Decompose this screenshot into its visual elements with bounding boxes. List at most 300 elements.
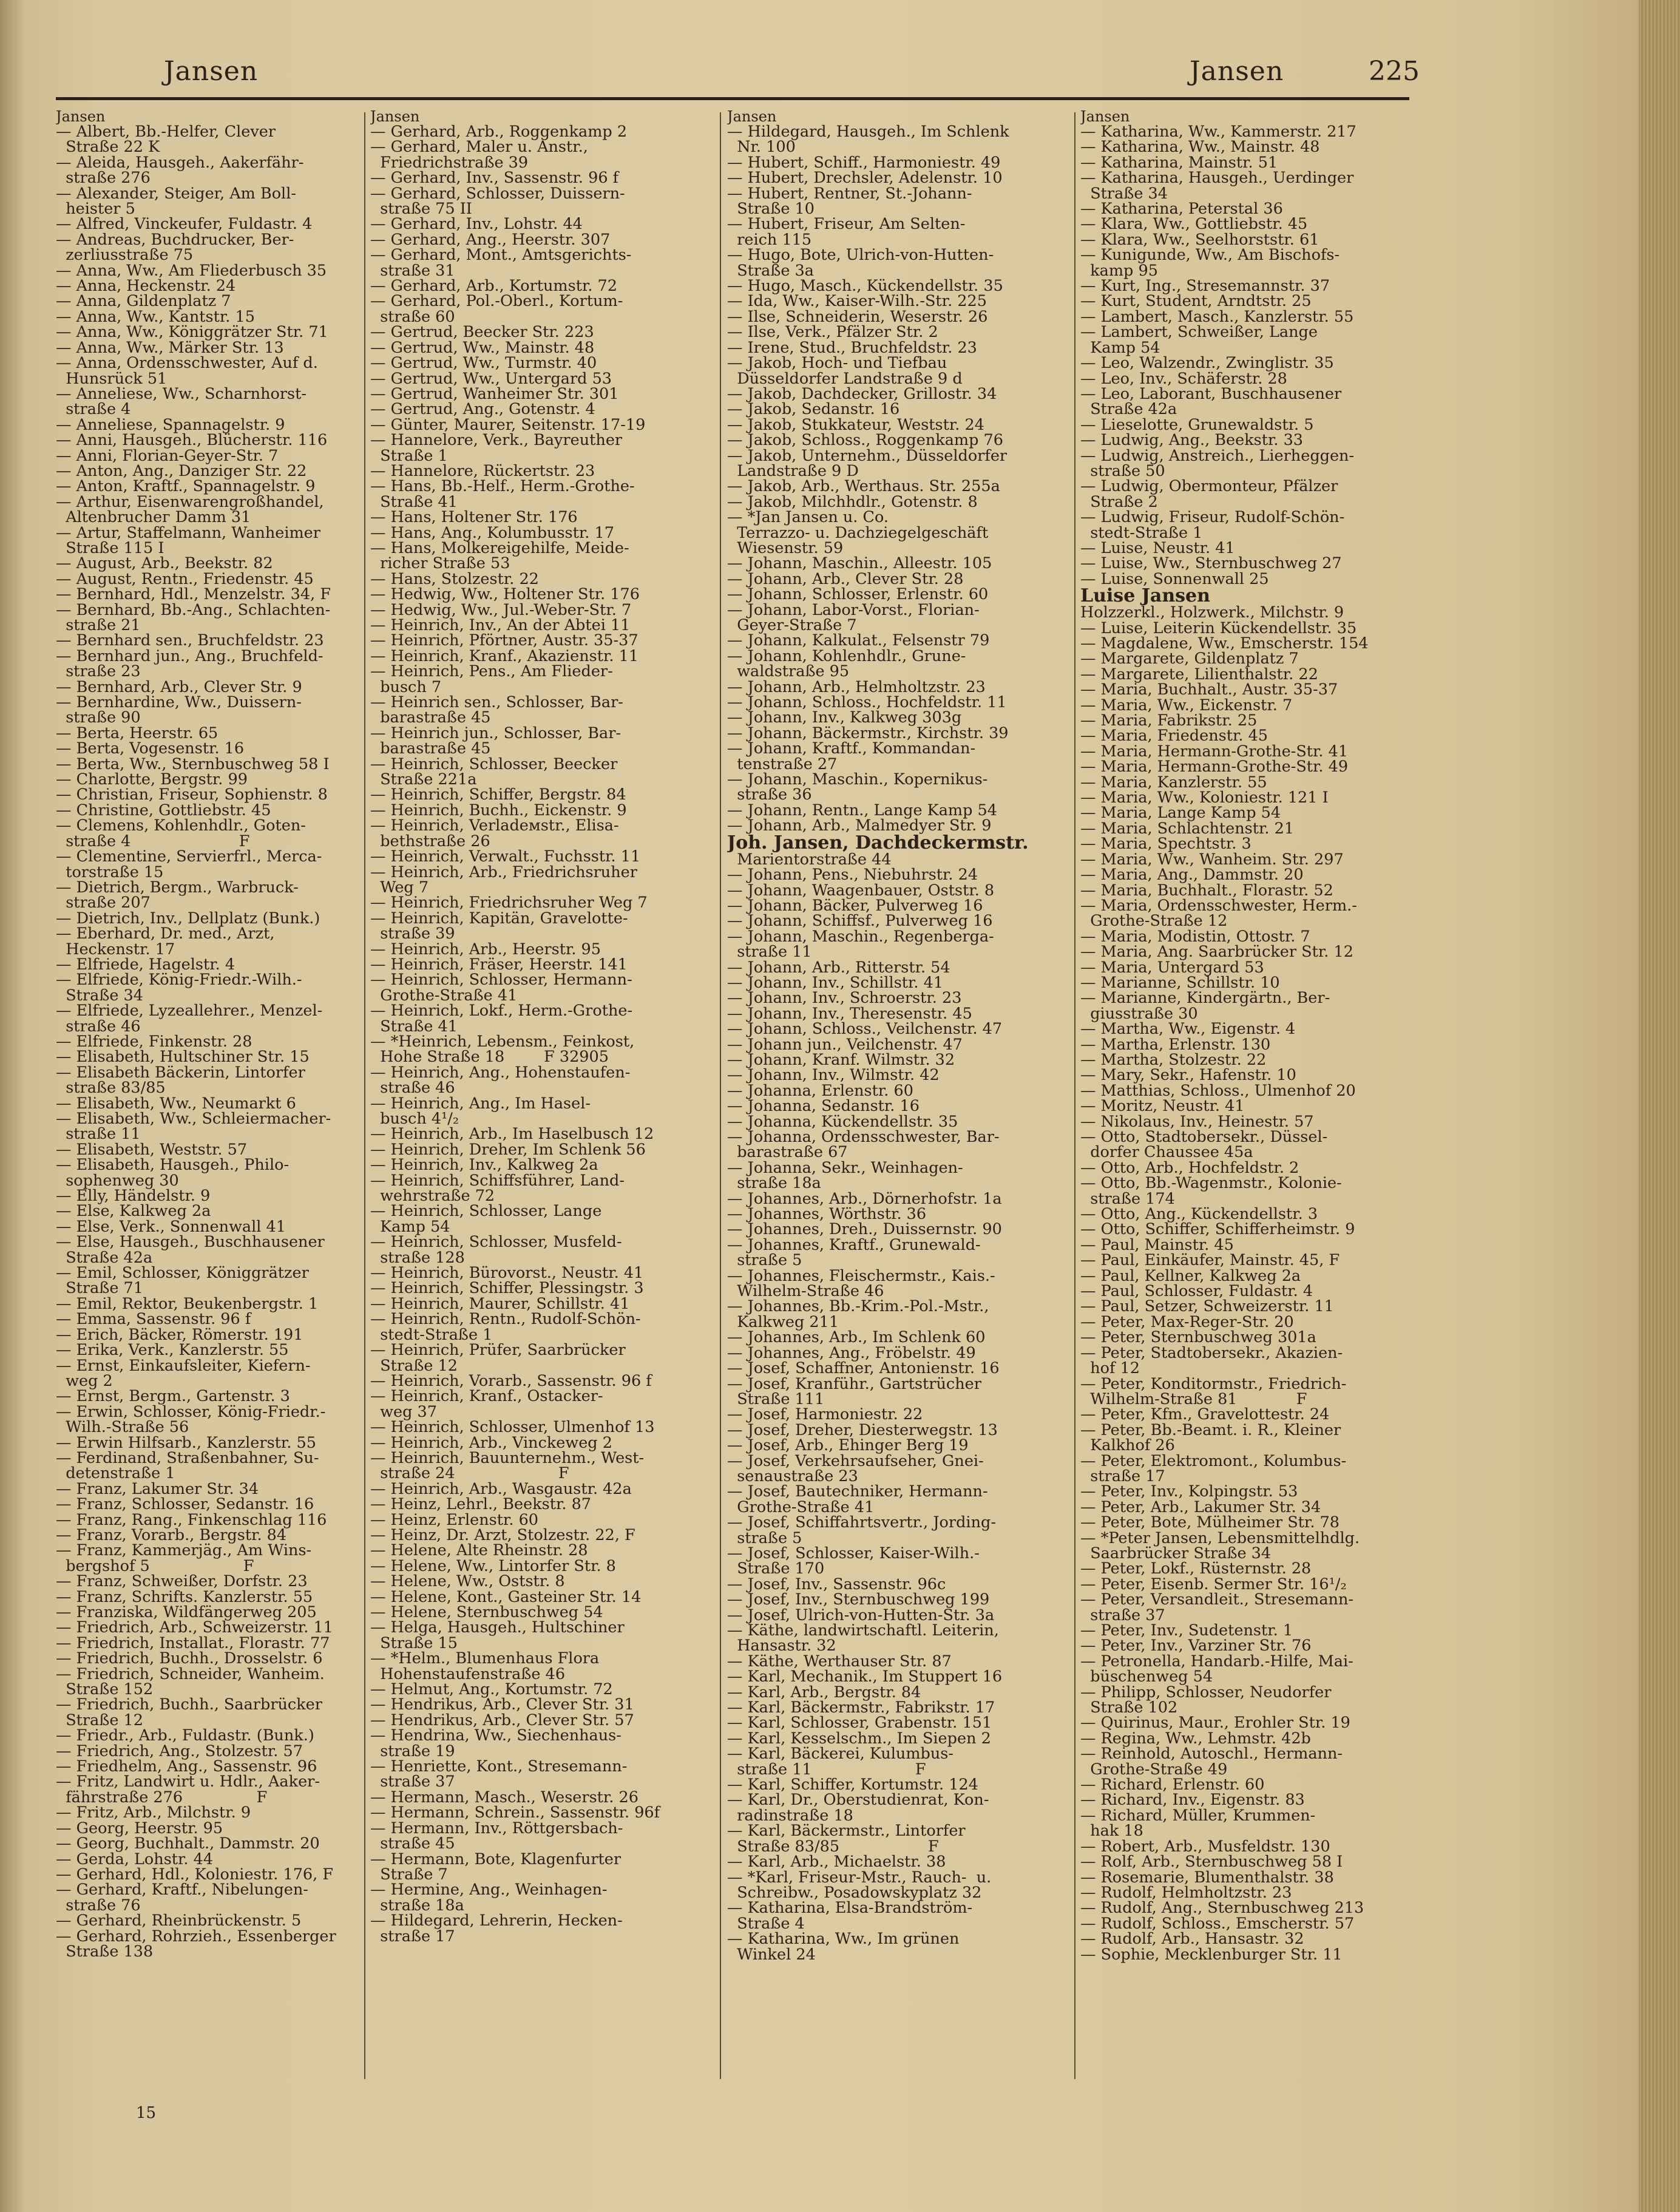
directory-entry-line: — Heinrich, Schlosser, Lange	[370, 1202, 602, 1221]
directory-entry-line: — Gerhard, Maler u. Anstr.,	[370, 138, 588, 157]
directory-entry-line: — Heinrich, Bürovorst., Neustr. 41	[370, 1264, 644, 1283]
directory-entry-line: Straße 4	[727, 1914, 805, 1933]
directory-entry-line: — Margarete, Lilienthalstr. 22	[1080, 665, 1318, 684]
directory-entry-line: — Maria, Lange Kamp 54	[1080, 804, 1281, 823]
directory-entry-line: straße 276	[56, 169, 151, 188]
directory-entry-line: — Heinz, Dr. Arzt, Stolzestr. 22, F	[370, 1525, 635, 1544]
directory-entry-line: Nr. 100	[727, 138, 796, 157]
directory-entry-line: — Jakob, Dachdecker, Grillostr. 34	[727, 384, 997, 403]
directory-entry-line: — *Peter Jansen, Lebensmittelhdlg.	[1080, 1528, 1360, 1547]
directory-entry-line: — Friedrich, Arb., Schweizerstr. 11	[56, 1618, 333, 1637]
directory-entry-line: — Gerhard, Arb., Roggenkamp 2	[370, 123, 628, 141]
directory-entry-line: — Helene, Ww., Oststr. 8	[370, 1572, 565, 1591]
directory-entry-line: Wilhelm-Straße 81 F	[1080, 1389, 1307, 1408]
directory-entry-line: — Heinrich, Lokf., Herm.-Grothe-	[370, 1002, 633, 1020]
directory-entry-line: — Johannes, Bb.-Krim.-Pol.-Mstr.,	[727, 1297, 989, 1316]
directory-entry-line: — August, Rentn., Friedenstr. 45	[56, 569, 314, 588]
directory-entry-line: busch 7	[370, 677, 442, 696]
directory-entry-line: — Johannes, Arb., Dörnerhofstr. 1a	[727, 1189, 1002, 1208]
directory-entry-line: — Richard, Erlenstr. 60	[1080, 1776, 1265, 1794]
directory-entry-line: — Leo, Inv., Schäferstr. 28	[1080, 369, 1287, 388]
directory-entry-line: Straße 7	[370, 1865, 448, 1884]
directory-entry-line: Grothe-Straße 49	[1080, 1760, 1228, 1779]
directory-entry-line: — Gertrud, Ang., Gotenstr. 4	[370, 400, 595, 419]
directory-entry-line: — Maria, Ww., Koloniestr. 121 I	[1080, 789, 1329, 807]
directory-entry-line: — Jakob, Unternehm., Düsseldorfer	[727, 446, 1008, 465]
directory-entry-line: — *Jan Jansen u. Co.	[727, 508, 889, 527]
directory-entry-line: — Rolf, Arb., Sternbuschweg 58 I	[1080, 1853, 1343, 1871]
directory-entry-line: Straße 138	[56, 1942, 154, 1961]
directory-entry-line: — Gerda, Lohstr. 44	[56, 1850, 214, 1868]
directory-entry-line: Wilh.-Straße 56	[56, 1418, 189, 1437]
directory-entry-line: — Heinrich, Kranf., Akazienstr. 11	[370, 646, 639, 665]
directory-entry-line: straße 4 F	[56, 832, 250, 850]
directory-entry-line: — Martha, Ww., Eigenstr. 4	[1080, 1020, 1296, 1039]
column-divider	[364, 112, 365, 2079]
directory-entry-line: — Karl, Kesselschm., Im Siepen 2	[727, 1729, 991, 1748]
directory-entry-line: — Maria, Buchhalt., Florastr. 52	[1080, 881, 1333, 900]
directory-entry-line: Straße 170	[727, 1559, 825, 1578]
directory-entry-line: — Josef, Verkehrsaufseher, Gnei-	[727, 1451, 984, 1470]
directory-entry-line: — Gerhard, Hdl., Koloniestr. 176, F	[56, 1865, 334, 1884]
directory-entry-line: — Maria, Kanzlerstr. 55	[1080, 773, 1267, 792]
directory-entry-line: Straße 71	[56, 1279, 143, 1298]
directory-entry-line: — Johann, Schloss., Veilchenstr. 47	[727, 1020, 1003, 1039]
directory-entry-line: — Hermann, Inv., Röttgersbach-	[370, 1819, 623, 1837]
directory-entry-line: — Gerhard, Rheinbrückenstr. 5	[56, 1912, 302, 1930]
directory-entry-line: — Josef, Schlosser, Kaiser-Wilh.-	[727, 1544, 980, 1562]
directory-entry-line: Hansastr. 32	[727, 1637, 836, 1655]
directory-entry-line: straße 11	[727, 943, 812, 962]
directory-entry-line: — Hans, Ang., Kolumbusstr. 17	[370, 523, 614, 542]
directory-entry-line: — Dietrich, Bergm., Warbruck-	[56, 878, 299, 897]
directory-entry-line: — Karl, Arb., Michaelstr. 38	[727, 1853, 946, 1871]
directory-entry-line: — Karl, Schlosser, Grabenstr. 151	[727, 1714, 992, 1732]
directory-entry-line: — Clementine, Servierfrl., Merca-	[56, 847, 322, 866]
directory-entry-line: — Josef, Kranführ., Gartstrücher	[727, 1374, 981, 1393]
directory-entry-line: — Gerhard, Inv., Sassenstr. 96 f	[370, 169, 619, 188]
directory-entry-line: straße 17	[1080, 1467, 1165, 1485]
directory-entry-line: — Heinz, Erlenstr. 60	[370, 1510, 539, 1529]
directory-entry-line: — Else, Hausgeh., Buschhausener	[56, 1233, 325, 1252]
directory-entry-line: — Johann, Rentn., Lange Kamp 54	[727, 801, 997, 819]
directory-entry-line: — Johann, Inv., Theresenstr. 45	[727, 1004, 972, 1023]
directory-entry-line: — Heinrich, Maurer, Schillstr. 41	[370, 1294, 630, 1313]
directory-entry-line: — Erich, Bäcker, Römerstr. 191	[56, 1325, 303, 1344]
directory-entry-line: — Magdalene, Ww., Emscherstr. 154	[1080, 634, 1369, 653]
directory-entry-line: — Otto, Ang., Kückendellstr. 3	[1080, 1205, 1318, 1224]
directory-entry-line: — Rudolf, Schloss., Emscherstr. 57	[1080, 1914, 1355, 1933]
directory-entry-line: — Ilse, Schneiderin, Weserstr. 26	[727, 307, 988, 326]
directory-entry-line: — Helene, Ww., Lintorfer Str. 8	[370, 1556, 616, 1575]
page-header	[0, 0, 1639, 97]
directory-entry-line: — Karl, Dr., Oberstudienrat, Kon-	[727, 1791, 989, 1810]
directory-entry-line: — Heinz, Lehrl., Beekstr. 87	[370, 1495, 592, 1514]
directory-entry-line: — Johann, Maschin., Alleestr. 105	[727, 554, 992, 573]
directory-entry-line: — Mary, Sekr., Hafenstr. 10	[1080, 1066, 1296, 1085]
directory-entry-line: — Hendrikus, Arb., Clever Str. 57	[370, 1711, 634, 1729]
directory-entry-line: — Paul, Mainstr. 45	[1080, 1235, 1234, 1254]
directory-entry-line: — Heinrich, Inv., Kalkweg 2a	[370, 1156, 598, 1175]
directory-entry-line: reich 115	[727, 230, 812, 249]
directory-entry-line: — Johann, Bäckermstr., Kirchstr. 39	[727, 724, 1009, 742]
directory-entry-line: — Maria, Ww., Wanheim. Str. 297	[1080, 850, 1344, 869]
directory-entry-line: — Gertrud, Ww., Turmstr. 40	[370, 354, 597, 373]
directory-entry-line: radinstraße 18	[727, 1806, 853, 1825]
directory-entry-line: — Friedrich, Buchh., Saarbrücker	[56, 1695, 322, 1714]
directory-entry-line: — Paul, Kellner, Kalkweg 2a	[1080, 1266, 1301, 1285]
directory-entry-line: — Anneliese, Spannagelstr. 9	[56, 415, 285, 434]
directory-entry-line: Kamp 54	[1080, 338, 1160, 357]
directory-entry-line: — Else, Verk., Sonnenwall 41	[56, 1217, 286, 1236]
directory-entry-line: busch 4¹/₂	[370, 1110, 459, 1128]
directory-entry-line: Kalkhof 26	[1080, 1436, 1175, 1455]
directory-entry-line: Wiesenstr. 59	[727, 538, 844, 557]
directory-entry-line: — Kunigunde, Ww., Am Bischofs-	[1080, 246, 1340, 265]
directory-entry-line: Hohenstaufenstraße 46	[370, 1664, 566, 1683]
column-heading: Jansen	[1080, 109, 1130, 125]
directory-entry-line: — Peter, Inv., Kolpingstr. 53	[1080, 1482, 1298, 1501]
directory-entry-line: straße 207	[56, 894, 151, 912]
directory-entry-line: Schreibw., Posadowskyplatz 32	[727, 1883, 982, 1902]
directory-entry-line: straße 46	[370, 1079, 455, 1098]
directory-entry-line: — Hermann, Schrein., Sassenstr. 96f	[370, 1803, 660, 1822]
directory-entry-line: — Marianne, Schillstr. 10	[1080, 973, 1280, 992]
directory-entry-line: — Katharina, Ww., Im grünen	[727, 1930, 960, 1949]
directory-entry-line: — Maria, Modistin, Ottostr. 7	[1080, 927, 1310, 946]
directory-entry-line: — Elisabeth, Ww., Schleiermacher-	[56, 1110, 331, 1128]
directory-entry-line: — Peter, Sternbuschweg 301a	[1080, 1328, 1316, 1347]
directory-entry-line: Straße 41	[370, 1017, 458, 1036]
directory-entry-line: — Hugo, Masch., Kückendellstr. 35	[727, 277, 1003, 296]
directory-entry-line: — Käthe, Werthauser Str. 87	[727, 1652, 952, 1671]
directory-entry-line: — *Karl, Friseur-Mstr., Rauch- u.	[727, 1868, 992, 1887]
directory-entry-line: zerliusstraße 75	[56, 246, 194, 265]
directory-entry-line: — Paul, Setzer, Schweizerstr. 11	[1080, 1297, 1334, 1316]
directory-entry-line: — Elfriede, König-Friedr.-Wilh.-	[56, 971, 302, 989]
directory-entry-line: — Alfred, Vinckeufer, Fuldastr. 4	[56, 215, 313, 234]
directory-entry-line: — Elly, Händelstr. 9	[56, 1187, 211, 1206]
directory-entry-line: — Bernhard, Hdl., Menzelstr. 34, F	[56, 585, 331, 604]
directory-entry-line: — Jakob, Sedanstr. 16	[727, 400, 900, 419]
directory-entry-line: — Quirinus, Maur., Erohler Str. 19	[1080, 1714, 1350, 1732]
directory-entry-line: — Heinrich, Inv., An der Abtei 11	[370, 616, 631, 634]
directory-entry-line: — Peter, Stadtobersekr., Akazien-	[1080, 1343, 1343, 1362]
directory-entry-line: — Robert, Arb., Musfeldstr. 130	[1080, 1837, 1330, 1856]
directory-entry-line: — Leo, Walzendr., Zwinglistr. 35	[1080, 354, 1334, 373]
directory-entry-line: — Johann, Inv., Kalkweg 303g	[727, 708, 962, 727]
column-2	[370, 109, 710, 2100]
directory-entry-line: — Maria, Ang., Dammstr. 20	[1080, 866, 1304, 884]
directory-entry-line: — Nikolaus, Inv., Heinestr. 57	[1080, 1112, 1314, 1131]
column-heading: Jansen	[370, 109, 420, 125]
directory-entry-line: — Jakob, Schloss., Roggenkamp 76	[727, 431, 1003, 450]
directory-entry-line: — Ilse, Verk., Pfälzer Str. 2	[727, 323, 938, 342]
directory-entry-line: Straße 12	[370, 1356, 458, 1375]
directory-entry-line: — Johanna, Erlenstr. 60	[727, 1081, 913, 1100]
directory-entry-line: — Gertrud, Beecker Str. 223	[370, 323, 594, 342]
directory-entry-line: — Elisabeth, Weststr. 57	[56, 1140, 248, 1159]
directory-entry-line: — Anna, Ww., Kantstr. 15	[56, 307, 255, 326]
directory-entry-line: — Karl, Bäckerei, Kulumbus-	[727, 1745, 953, 1763]
directory-entry-line: — Helene, Alte Rheinstr. 28	[370, 1541, 588, 1560]
directory-entry-line: — Ernst, Einkaufsleiter, Kiefern-	[56, 1356, 311, 1375]
directory-entry-line: barastraße 67	[727, 1143, 848, 1162]
directory-entry-line: — Anna, Ww., Märker Str. 13	[56, 338, 284, 357]
directory-entry-line: — Heinrich, Arb., Friedrichsruher	[370, 863, 637, 881]
directory-entry-line: — Hannelore, Verk., Bayreuther	[370, 431, 623, 450]
directory-entry-line: — Helene, Kont., Gasteiner Str. 14	[370, 1587, 642, 1606]
directory-entry-line: — Aleida, Hausgeh., Aakerfähr-	[56, 153, 304, 172]
directory-entry-line: — Hendrikus, Arb., Clever Str. 31	[370, 1695, 634, 1714]
directory-entry-line: torstraße 15	[56, 863, 164, 881]
directory-entry-line: — Dietrich, Inv., Dellplatz (Bunk.)	[56, 909, 320, 928]
directory-entry-line: Straße 115 I	[56, 538, 164, 557]
directory-entry-line: — Gertrud, Ww., Untergard 53	[370, 369, 612, 388]
directory-entry-line: Geyer-Straße 7	[727, 616, 857, 634]
directory-entry-line: straße 4	[56, 400, 131, 419]
directory-entry-line: — Moritz, Neustr. 41	[1080, 1097, 1245, 1116]
directory-entry-line: — Berta, Ww., Sternbuschweg 58 I	[56, 755, 330, 773]
directory-entry-line: straße 23	[56, 662, 141, 681]
directory-entry-line: — Petronella, Handarb.-Hilfe, Mai-	[1080, 1652, 1353, 1671]
directory-entry-line: — Luise, Neustr. 41	[1080, 538, 1235, 557]
directory-entry-line: — Bernhard sen., Bruchfeldstr. 23	[56, 631, 324, 650]
directory-entry-line: Straße 3a	[727, 261, 814, 280]
directory-entry-line: — Karl, Bäckermstr., Fabrikstr. 17	[727, 1698, 995, 1717]
directory-entry-line: — Peter, Eisenb. Sermer Str. 16¹/₂	[1080, 1575, 1347, 1593]
directory-entry-line: — Johann, Inv., Schillstr. 41	[727, 973, 944, 992]
directory-entry-line: straße 37	[1080, 1606, 1165, 1624]
directory-entry-line: Straße 83/85 F	[727, 1837, 939, 1856]
directory-entry-line: Wilhelm-Straße 46	[727, 1282, 884, 1301]
directory-entry-line: — Maria, Ordensschwester, Herm.-	[1080, 896, 1357, 915]
directory-entry-line: — Heinrich sen., Schlosser, Bar-	[370, 693, 623, 712]
directory-entry-line: — Kurt, Student, Arndtstr. 25	[1080, 292, 1312, 311]
directory-entry-line: — Bernhard, Arb., Clever Str. 9	[56, 677, 302, 696]
directory-entry-line: — Friedrich, Schneider, Wanheim.	[56, 1664, 325, 1683]
directory-entry-line: Grothe-Straße 41	[727, 1498, 875, 1516]
directory-entry-line: — Maria, Schlachtenstr. 21	[1080, 819, 1295, 838]
directory-entry-line: Straße 1	[370, 446, 448, 465]
directory-entry-line: — Friedrich, Installat., Florastr. 77	[56, 1634, 330, 1652]
directory-entry-line: — Josef, Ulrich-von-Hutten-Str. 3a	[727, 1606, 995, 1624]
directory-entry-line: straße 18a	[370, 1896, 464, 1915]
directory-entry-line: — Maria, Untergard 53	[1080, 958, 1264, 977]
directory-entry-line: — Johann, Arb., Helmholtzstr. 23	[727, 677, 986, 696]
directory-entry-line: — Johann, Arb., Malmedyer Str. 9	[727, 816, 992, 835]
directory-entry-line: Straße 102	[1080, 1698, 1178, 1717]
directory-entry-line: — Heinrich, Kapitän, Gravelotte-	[370, 909, 628, 928]
directory-entry-line: Hunsrück 51	[56, 369, 168, 388]
directory-entry-line: — Heinrich, Vorarb., Sassenstr. 96 f	[370, 1371, 652, 1390]
directory-entry-line: — Hubert, Schiff., Harmoniestr. 49	[727, 153, 1001, 172]
directory-entry-line: — Fritz, Arb., Milchstr. 9	[56, 1803, 251, 1822]
directory-entry-line: — Eberhard, Dr. med., Arzt,	[56, 924, 275, 943]
directory-entry-line: — Katharina, Hausgeh., Uerdinger	[1080, 169, 1354, 188]
directory-entry-line: — Heinrich, Arb., Im Haselbusch 12	[370, 1125, 654, 1144]
directory-entry-line: Straße 42a	[56, 1248, 153, 1267]
directory-entry-line: — Peter, Konditormstr., Friedrich-	[1080, 1374, 1347, 1393]
directory-entry-line: Düsseldorfer Landstraße 9 d	[727, 369, 963, 388]
directory-entry-line: — Karl, Arb., Bergstr. 84	[727, 1683, 921, 1701]
directory-entry-line: — Hans, Molkereigehilfe, Meide-	[370, 538, 629, 557]
directory-entry-line: hof 12	[1080, 1359, 1140, 1378]
directory-entry-line: — Peter, Inv., Varziner Str. 76	[1080, 1637, 1312, 1655]
directory-entry-line: — Irene, Stud., Bruchfeldstr. 23	[727, 338, 977, 357]
directory-entry-line: — Hermine, Ang., Weinhagen-	[370, 1881, 608, 1899]
directory-entry-line: — Friedhelm, Ang., Sassenstr. 96	[56, 1757, 317, 1776]
directory-entry-line: straße 18a	[727, 1174, 821, 1193]
directory-entry-line: — Hildegard, Lehrerin, Hecken-	[370, 1912, 623, 1930]
directory-entry-line: — Gertrud, Ww., Mainstr. 48	[370, 338, 595, 357]
directory-entry-line: — Josef, Inv., Sassenstr. 96c	[727, 1575, 946, 1593]
directory-entry-line: — Heinrich, Prüfer, Saarbrücker	[370, 1341, 626, 1360]
directory-entry-line: — Paul, Schlosser, Fuldastr. 4	[1080, 1282, 1313, 1301]
directory-entry-line: giusstraße 30	[1080, 1004, 1198, 1023]
directory-entry-line: — Johanna, Sekr., Weinhagen-	[727, 1158, 963, 1177]
directory-entry-line: detenstraße 1	[56, 1464, 175, 1483]
directory-entry-line: — Anna, Ordensschwester, Auf d.	[56, 354, 318, 373]
directory-entry-line: straße 90	[56, 708, 141, 727]
directory-entry-line: — Franziska, Wildfängerweg 205	[56, 1603, 317, 1621]
directory-entry-line: heister 5	[56, 200, 135, 219]
directory-entry-line: — Anna, Gildenplatz 7	[56, 292, 231, 311]
directory-entry-line: — Heinrich, Pförtner, Austr. 35-37	[370, 631, 638, 650]
directory-entry-line: Straße 34	[56, 986, 143, 1005]
directory-entry-line: — Bernhardine, Ww., Duissern-	[56, 693, 302, 712]
directory-entry-line: — Johannes, Wörthstr. 36	[727, 1205, 927, 1224]
directory-entry-line: — Anneliese, Ww., Scharnhorst-	[56, 384, 307, 403]
directory-entry-line: straße 45	[370, 1834, 455, 1853]
directory-entry-line: — Hans, Bb.-Helf., Herm.-Grothe-	[370, 477, 635, 496]
directory-entry-line: Straße 10	[727, 200, 815, 219]
page-number: 225	[1369, 56, 1420, 87]
directory-entry-line: — Maria, Ang. Saarbrücker Str. 12	[1080, 943, 1353, 962]
directory-entry-line: — Otto, Schiffer, Schifferheimstr. 9	[1080, 1220, 1355, 1239]
directory-entry-line: fährstraße 276 F	[56, 1788, 268, 1807]
directory-entry-line: — Johann, Kohlenhdlr., Grune-	[727, 646, 966, 665]
directory-entry-line: — Peter, Elektromont., Kolumbus-	[1080, 1451, 1347, 1470]
directory-entry-line: — Johann, Schloss., Hochfeldstr. 11	[727, 693, 1007, 712]
directory-entry-line: — Luise, Ww., Sternbuschweg 27	[1080, 554, 1342, 573]
column-divider	[720, 112, 721, 2079]
directory-entry-line: Holzzerkl., Holzwerk., Milchstr. 9	[1080, 603, 1344, 622]
directory-entry-line: straße 83/85	[56, 1079, 166, 1098]
directory-entry-line: — Richard, Inv., Eigenstr. 83	[1080, 1791, 1305, 1810]
directory-entry-line: — *Helm., Blumenhaus Flora	[370, 1649, 600, 1668]
directory-entry-line: — Hermann, Masch., Weserstr. 26	[370, 1788, 638, 1807]
directory-entry-line: — Gertrud, Wanheimer Str. 301	[370, 384, 619, 403]
directory-entry-line: — Günter, Maurer, Seitenstr. 17-19	[370, 415, 646, 434]
directory-entry-line: tenstraße 27	[727, 755, 838, 773]
directory-entry-line: — Martha, Stolzestr. 22	[1080, 1050, 1267, 1069]
directory-entry-line: Heckenstr. 17	[56, 940, 175, 958]
directory-entry-line: — Elfriede, Hagelstr. 4	[56, 955, 235, 974]
directory-entry-line: — Elisabeth, Ww., Neumarkt 6	[56, 1094, 296, 1113]
directory-entry-line: — Gerhard, Ang., Heerstr. 307	[370, 230, 611, 249]
directory-entry-line: — Helga, Hausgeh., Hultschiner	[370, 1618, 625, 1637]
directory-entry-line: — Franz, Kammerjäg., Am Wins-	[56, 1541, 312, 1560]
directory-entry-line: straße 36	[727, 785, 812, 804]
column-heading: Jansen	[56, 109, 106, 125]
directory-entry-line: — Anna, Heckenstr. 24	[56, 277, 236, 296]
directory-entry-line: — Clemens, Kohlenhdlr., Goten-	[56, 816, 306, 835]
directory-entry-line: — Heinrich, Fräser, Heerstr. 141	[370, 955, 628, 974]
directory-entry-line: — Ludwig, Obermonteur, Pfälzer	[1080, 477, 1338, 496]
directory-entry-line: — Franz, Schweißer, Dorfstr. 23	[56, 1572, 308, 1591]
directory-entry-line: straße 128	[370, 1248, 465, 1267]
directory-entry-line: — Heinrich, Schlosser, Musfeld-	[370, 1233, 622, 1252]
directory-entry-line: — Rudolf, Helmholtzstr. 23	[1080, 1883, 1292, 1902]
directory-entry-line: Straße 34	[1080, 184, 1168, 203]
directory-entry-line: — Friedrich, Ang., Stolzestr. 57	[56, 1742, 303, 1760]
directory-entry-line: senaustraße 23	[727, 1467, 858, 1485]
directory-entry-line: — Johann, Kalkulat., Felsenstr 79	[727, 631, 990, 650]
directory-entry-line: Winkel 24	[727, 1945, 816, 1964]
directory-entry-line: — Josef, Inv., Sternbuschweg 199	[727, 1590, 990, 1609]
directory-entry-line: — Johann, Kraftf., Kommandan-	[727, 739, 976, 758]
directory-entry-line: — Gerhard, Rohrzieh., Essenberger	[56, 1927, 336, 1946]
directory-entry-line: Straße 2	[1080, 492, 1158, 511]
directory-entry-line: straße 60	[370, 307, 455, 326]
directory-entry-line: — Marianne, Kindergärtn., Ber-	[1080, 989, 1330, 1008]
running-head-left: Jansen	[164, 56, 259, 87]
directory-entry-line: kamp 95	[1080, 261, 1158, 280]
directory-entry-line: — Rosemarie, Blumenthalstr. 38	[1080, 1868, 1334, 1887]
directory-entry-line: Straße 111	[727, 1389, 825, 1408]
directory-entry-line: — Andreas, Buchdrucker, Ber-	[56, 230, 294, 249]
directory-entry-line: — Hildegard, Hausgeh., Im Schlenk	[727, 123, 1009, 141]
directory-entry-line: — Richard, Müller, Krummen-	[1080, 1806, 1316, 1825]
directory-entry-line: — Ida, Ww., Kaiser-Wilh.-Str. 225	[727, 292, 987, 311]
directory-entry-line: — Hubert, Friseur, Am Selten-	[727, 215, 966, 234]
directory-entry-line: — Käthe, landwirtschaftl. Leiterin,	[727, 1621, 999, 1640]
directory-entry-line: — Jakob, Milchhdlr., Gotenstr. 8	[727, 492, 978, 511]
directory-entry-line: Grothe-Straße 41	[370, 986, 518, 1005]
directory-entry-line: — Johann, Arb., Clever Str. 28	[727, 569, 964, 588]
directory-entry-line: — Johannes, Fleischermstr., Kais.-	[727, 1266, 995, 1285]
directory-entry-line: Straße 41	[370, 492, 458, 511]
directory-entry-line: — Christine, Gottliebstr. 45	[56, 801, 271, 819]
directory-entry-line: — Gerhard, Pol.-Oberl., Kortum-	[370, 292, 623, 311]
directory-entry-line: Luise Jansen	[1080, 585, 1210, 607]
directory-entry-line: hak 18	[1080, 1822, 1143, 1841]
directory-entry-line: — Franz, Rang., Finkenschlag 116	[56, 1510, 327, 1529]
directory-entry-line: — Klara, Ww., Seelhorststr. 61	[1080, 230, 1319, 249]
directory-entry-line: — Heinrich jun., Schlosser, Bar-	[370, 724, 622, 742]
directory-entry-line: weg 2	[56, 1371, 113, 1390]
directory-entry-line: — Lieselotte, Grunewaldstr. 5	[1080, 415, 1314, 434]
directory-entry-line: — Heinrich, Arb., Heerstr. 95	[370, 940, 601, 958]
directory-entry-line: — Heinrich, Rentn., Rudolf-Schön-	[370, 1310, 641, 1329]
directory-entry-line: — Karl, Schiffer, Kortumstr. 124	[727, 1776, 978, 1794]
directory-entry-line: — Heinrich, Bauunternehm., West-	[370, 1448, 645, 1467]
directory-entry-line: — Emil, Schlosser, Königgrätzer	[56, 1264, 309, 1283]
directory-entry-line: — Berta, Vogesenstr. 16	[56, 739, 245, 758]
directory-entry-line: Marientorstraße 44	[727, 850, 892, 869]
directory-entry-line: — Erwin, Schlosser, König-Friedr.-	[56, 1402, 326, 1421]
directory-entry-line: straße 24 F	[370, 1464, 569, 1483]
directory-entry-line: — Georg, Buchhalt., Dammstr. 20	[56, 1834, 320, 1853]
directory-entry-line: — Johann, Inv., Wilmstr. 42	[727, 1066, 940, 1085]
directory-entry-line: — Fritz, Landwirt u. Hdlr., Aaker-	[56, 1773, 320, 1791]
directory-entry-line: straße 37	[370, 1773, 455, 1791]
directory-entry-line: — Kurt, Ing., Stresemannstr. 37	[1080, 277, 1330, 296]
directory-entry-line: — Anna, Ww., Am Fliederbusch 35	[56, 261, 327, 280]
directory-entry-line: — Ludwig, Ang., Beekstr. 33	[1080, 431, 1304, 450]
directory-entry-line: — Elfriede, Lyzeallehrer., Menzel-	[56, 1002, 323, 1020]
